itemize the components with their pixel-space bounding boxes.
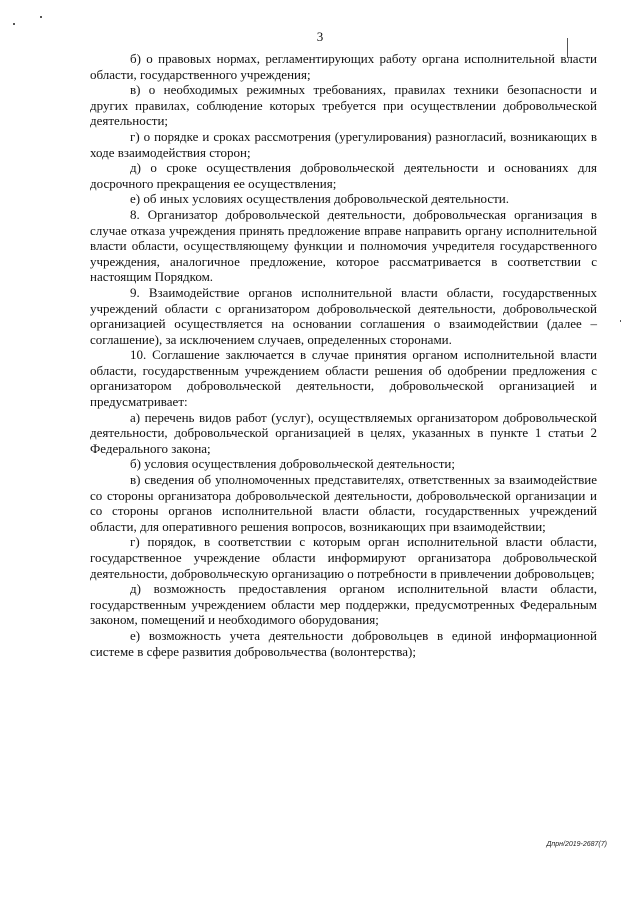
paragraph-d-term: д) о сроке осуществления добровольческой деятельности и основаниях для досрочного прекращения ее осуществления; — [90, 160, 597, 191]
document-code: Дпрн/2019-2687(7) — [546, 841, 607, 848]
paragraph-9-interaction: 9. Взаимодействие органов исполнительной власти области, государственных учреждений области с организатором добровольческой деятельности, добровольческой организацией осуществляется на основании соглашения о взаимодействии (далее – соглашение), за исключением случаев, определенных сторонами. — [90, 284, 597, 347]
page-number: 3 — [316, 29, 324, 44]
paragraph-v-representatives: в) сведения об уполномоченных представителях, ответственных за взаимодействие со стороны организатора добровольческой деятельности, добровольческой организации и со стороны органов исполнительной власти области, государственных учреждений области, для оперативного решения вопросов, возникающих при взаимодействии; — [90, 472, 597, 534]
scan-speck-top — [40, 16, 42, 18]
paragraph-d-support-measures: д) возможность предоставления органом исполнительной власти области, государственным учреждением области мер поддержки, предусмотренных Федеральным законом, помещений и необходимого оборудования; — [90, 581, 597, 628]
paragraph-e-other-conditions: е) об иных условиях осуществления добровольческой деятельности. — [130, 191, 510, 207]
paragraph-e-accounting: е) возможность учета деятельности добровольцев в единой информационной системе в сфере развития добровольчества (волонтерства); — [90, 627, 597, 659]
scan-speck-left — [13, 23, 15, 25]
paragraph-g-information-procedure: г) порядок, в соответствии с которым орган исполнительной власти области, государственное учреждение области информируют организатора добровольческой деятельности, добровольческую организацию о потребности в привлечении добровольцев; — [90, 534, 597, 581]
paragraph-b-legal-norms: б) о правовых нормах, регламентирующих работу органа исполнительной власти области, государственного учреждения; — [90, 51, 597, 82]
scan-speck-right — [620, 320, 621, 322]
paragraph-8-organizer-refusal: 8. Организатор добровольческой деятельности, добровольческая организация в случае отказа учреждения принять предложение вправе направить органу исполнительной власти области, осуществляющему функции и полномочия учредителя государственного учреждения, аналогичное предложение, которое рассматривается в соответствии с настоящим Порядком. — [90, 206, 597, 285]
paragraph-b-conditions: б) условия осуществления добровольческой деятельности; — [130, 456, 455, 472]
paragraph-g-disputes: г) о порядке и сроках рассмотрения (урегулирования) разногласий, возникающих в ходе взаимодействия сторон; — [90, 128, 597, 160]
paragraph-10-agreement: 10. Соглашение заключается в случае принятия органом исполнительной власти области, государственным учреждением области решения об одобрении предложения с организатором добровольческой деятельности, добровольческой организацией и предусматривает: — [90, 347, 597, 410]
document-body — [90, 51, 597, 659]
paragraph-v-safety-requirements: в) о необходимых режимных требованиях, правилах техники безопасности и других правилах, соблюдение которых требуется при осуществлении добровольческой деятельности; — [90, 82, 597, 129]
paragraph-a-work-types: а) перечень видов работ (услуг), осуществляемых организатором добровольческой деятельности, добровольческой организацией в целях, указанных в пункте 1 статьи 2 Федерального закона; — [90, 409, 597, 456]
